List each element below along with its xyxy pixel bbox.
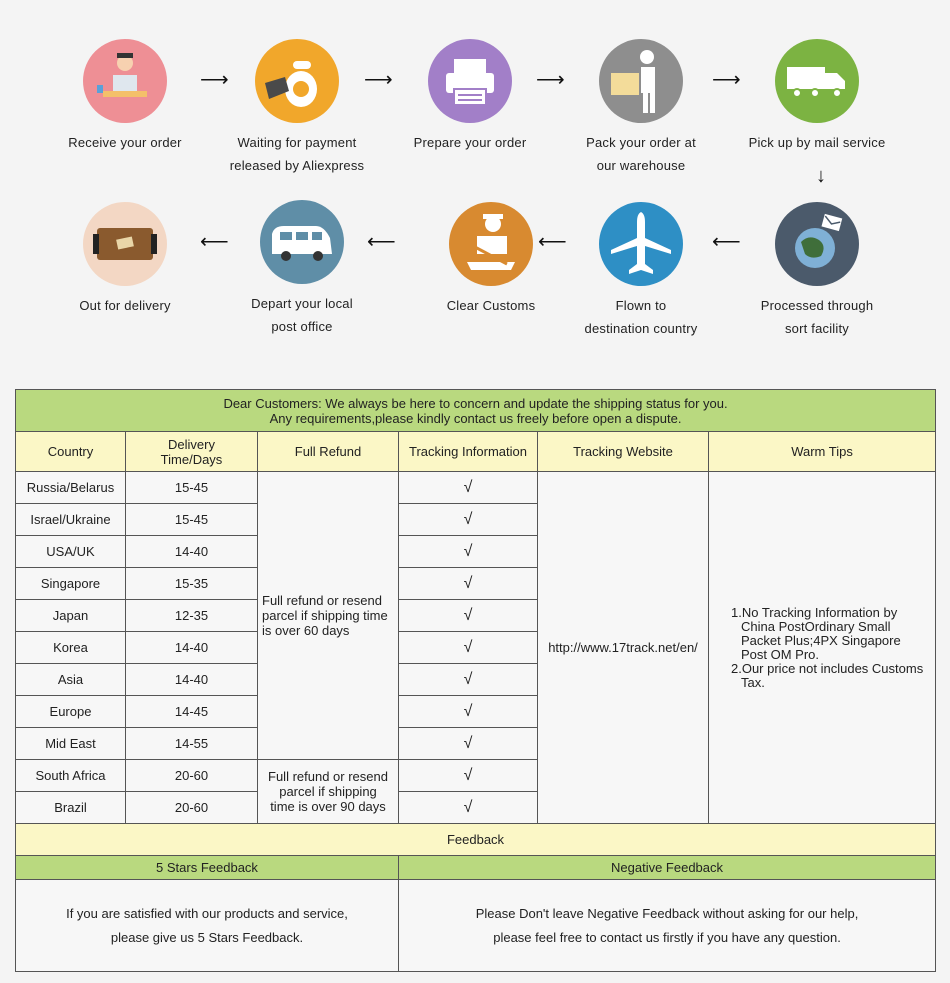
step-sort-facility [727,202,907,340]
arrow-right-icon: ⟶ [200,69,229,91]
shipping-table [15,389,936,972]
step-receive-order [35,39,215,154]
days-cell: 20-60 [126,760,258,792]
step-label: Pick up by mail service [748,135,886,150]
days-cell: 15-45 [126,504,258,536]
country-cell: South Africa [16,760,126,792]
arrow-right-icon: ⟶ [536,69,565,91]
printer-icon [428,39,512,123]
step-label: Waiting for payment released by Aliexpress [229,135,365,173]
arrow-right-icon: ⟶ [364,69,393,91]
check-mark: √ [399,760,538,792]
country-cell: Japan [16,600,126,632]
warm-tips-cell: 1.No Tracking Information by China PostOrdinary Small Packet Plus;4PX Singapore Post OM Pro. 2.Our price not includes Customs Tax. [709,472,936,824]
money-bag-hand-icon [255,39,339,123]
country-cell: USA/UK [16,536,126,568]
step-out-for-delivery [35,202,215,317]
tracking-website-link[interactable]: http://www.17track.net/en/ [538,472,709,824]
arrow-left-icon: ⟵ [367,231,396,253]
country-cell: Europe [16,696,126,728]
arrow-left-icon: ⟵ [712,231,741,253]
header-delivery-time: Delivery Time/Days [126,432,258,472]
days-cell: 14-45 [126,696,258,728]
person-carrying-box-icon [599,39,683,123]
customs-officer-icon [449,202,533,286]
step-label: Pack your order at our warehouse [586,135,696,173]
step-pick-up [727,39,907,154]
days-cell: 14-40 [126,536,258,568]
arrow-left-icon: ⟵ [538,231,567,253]
step-label: Clear Customs [446,298,536,313]
step-label: Out for delivery [79,298,171,313]
arrow-down-icon: ↓ [816,165,826,187]
country-cell: Mid East [16,728,126,760]
country-cell: Asia [16,664,126,696]
globe-mail-icon [775,202,859,286]
header-full-refund: Full Refund [258,432,399,472]
check-mark: √ [399,568,538,600]
van-icon [260,200,344,284]
header-tracking-info: Tracking Information [399,432,538,472]
step-pack-order [551,39,731,177]
step-label: Flown to destination country [584,298,698,336]
step-label: Depart your local post office [251,296,353,334]
check-mark: √ [399,632,538,664]
worker-at-desk-icon [83,39,167,123]
airplane-icon [599,202,683,286]
header-tracking-website: Tracking Website [538,432,709,472]
days-cell: 14-40 [126,632,258,664]
check-mark: √ [399,504,538,536]
delivery-truck-icon [775,39,859,123]
country-cell: Russia/Belarus [16,472,126,504]
step-prepare-order [380,39,560,154]
header-country: Country [16,432,126,472]
five-star-feedback-text: If you are satisfied with our products and service, please give us 5 Stars Feedback. [16,880,399,972]
country-cell: Brazil [16,792,126,824]
five-star-feedback-title: 5 Stars Feedback [16,856,399,880]
arrow-right-icon: ⟶ [712,69,741,91]
check-mark: √ [399,792,538,824]
notice-banner: Dear Customers: We always be here to concern and update the shipping status for you. Any requirements,please kindly contact us freely before open a dispute. [16,390,936,432]
refund-90-cell: Full refund or resend parcel if shipping time is over 90 days [258,760,399,824]
step-waiting-payment [207,39,387,177]
negative-feedback-title: Negative Feedback [399,856,936,880]
check-mark: √ [399,696,538,728]
parcel-box-icon [83,202,167,286]
days-cell: 15-45 [126,472,258,504]
days-cell: 20-60 [126,792,258,824]
refund-60-cell: Full refund or resend parcel if shipping time is over 60 days [258,472,399,760]
days-cell: 15-35 [126,568,258,600]
check-mark: √ [399,728,538,760]
check-mark: √ [399,600,538,632]
step-label: Receive your order [68,135,182,150]
days-cell: 12-35 [126,600,258,632]
days-cell: 14-55 [126,728,258,760]
table-row [16,472,936,504]
feedback-title: Feedback [16,824,936,856]
negative-feedback-text: Please Don't leave Negative Feedback without asking for our help, please feel free to contact us firstly if you have any question. [399,880,936,972]
table-header-row [16,432,936,472]
step-label: Prepare your order [413,135,527,150]
step-flown [551,202,731,340]
step-label: Processed through sort facility [760,298,874,336]
days-cell: 14-40 [126,664,258,696]
country-cell: Singapore [16,568,126,600]
header-warm-tips: Warm Tips [709,432,936,472]
step-depart-post-office [212,200,392,338]
arrow-left-icon: ⟵ [200,231,229,253]
check-mark: √ [399,536,538,568]
country-cell: Korea [16,632,126,664]
check-mark: √ [399,664,538,696]
country-cell: Israel/Ukraine [16,504,126,536]
check-mark: √ [399,472,538,504]
